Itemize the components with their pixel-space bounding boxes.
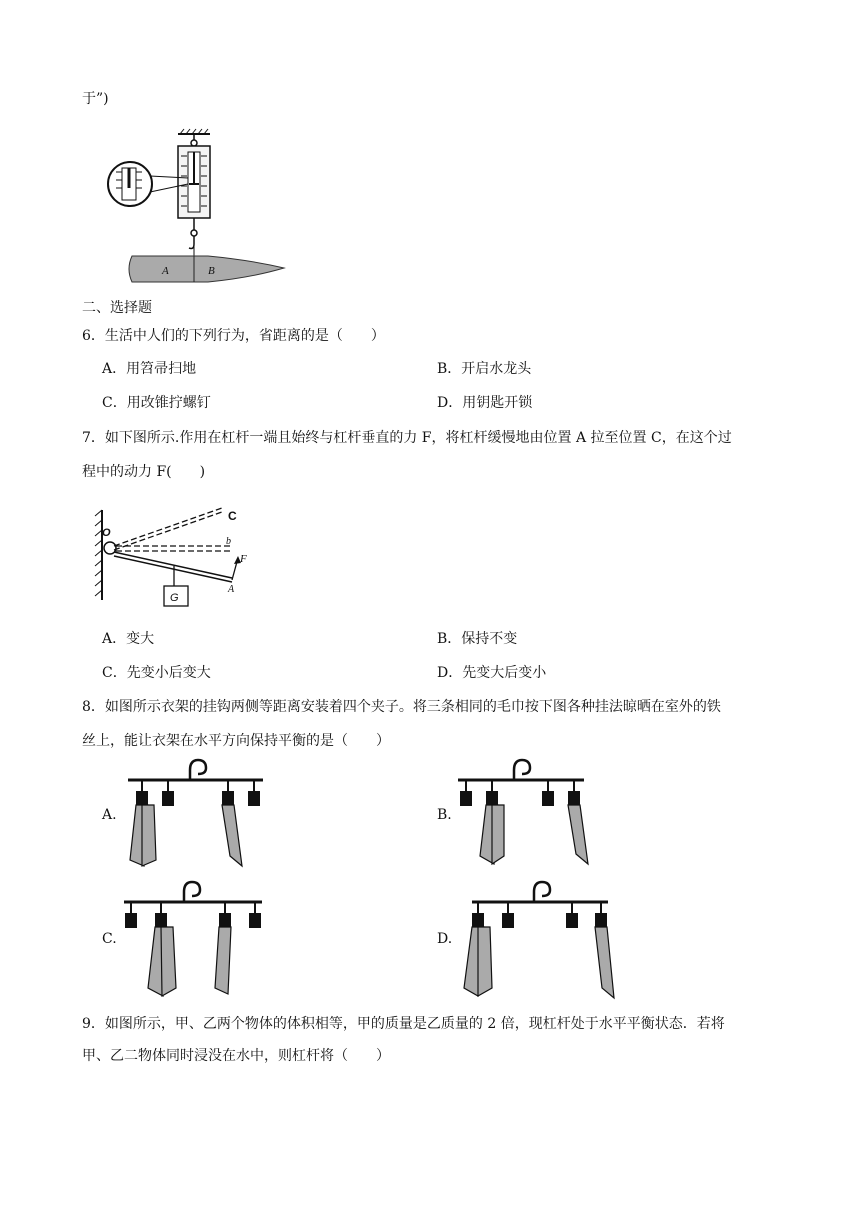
label-b: B	[208, 265, 215, 277]
q7-stem-line1: 7．如下图所示.作用在杠杆一端且始终与杠杆垂直的力 F，将杠杆缓慢地由位置 A 拉至位置 C，在这个过	[82, 430, 732, 446]
lever-figure	[92, 500, 262, 615]
q9-stem-line2: 甲、乙二物体同时浸没在水中，则杠杆将（ ）	[82, 1048, 390, 1064]
q6-option-b: B．开启水龙头	[437, 361, 532, 377]
section-title: 二、选择题	[82, 300, 152, 316]
label-a-pos: A	[228, 584, 235, 595]
q9-stem-line1: 9．如图所示，甲、乙两个物体的体积相等，甲的质量是乙质量的 2 倍，现杠杆处于水平平衡状态．若将	[82, 1016, 725, 1032]
hanger-figure-a[interactable]	[118, 756, 273, 871]
label-b-pos: b	[226, 536, 231, 547]
q8-option-c-label: C.	[102, 931, 117, 947]
label-f: F	[240, 553, 247, 565]
q6-stem: 6．生活中人们的下列行为，省距离的是（ ）	[82, 328, 385, 344]
q8-stem-line1: 8．如图所示衣架的挂钩两侧等距离安装着四个夹子。将三条相同的毛巾按下图各种挂法晾晒在室外的铁	[82, 699, 721, 715]
spring-scale-figure	[100, 126, 290, 286]
q8-option-a-label: A.	[102, 807, 117, 823]
q8-stem-line2: 丝上，能让衣架在水平方向保持平衡的是（ ）	[82, 733, 390, 749]
hanger-figure-c[interactable]	[118, 876, 273, 1001]
top-text-fragment: 于”)	[82, 91, 109, 107]
label-a: A	[162, 265, 169, 277]
hanger-figure-d[interactable]	[458, 876, 623, 1001]
label-o: O	[102, 527, 111, 539]
label-c: C	[228, 509, 237, 523]
q7-option-b: B．保持不变	[437, 631, 518, 647]
q6-option-a: A．用笤帚扫地	[102, 361, 197, 377]
label-g: G	[170, 592, 179, 604]
q7-option-a: A．变大	[102, 631, 155, 647]
q8-option-b-label: B.	[437, 807, 452, 823]
q6-option-c: C．用改锥拧螺钉	[102, 395, 211, 411]
q6-option-d: D．用钥匙开锁	[437, 395, 533, 411]
q8-option-d-label: D.	[437, 931, 453, 947]
q7-stem-line2: 程中的动力 F( )	[82, 464, 206, 480]
q7-option-d: D．先变大后变小	[437, 665, 547, 681]
q7-option-c: C．先变小后变大	[102, 665, 211, 681]
hanger-figure-b[interactable]	[452, 756, 607, 871]
